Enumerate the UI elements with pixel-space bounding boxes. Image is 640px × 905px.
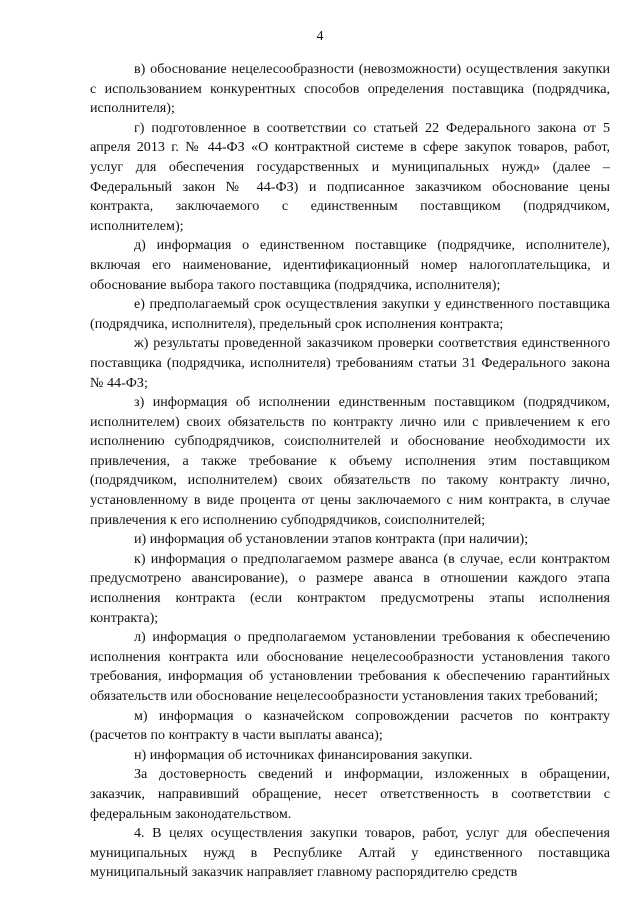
paragraph-g: г) подготовленное в соответствии со статьей 22 Федерального закона от 5 апреля 2013 г. № 44-ФЗ «О контрактной системе в сфере закупок товаров, работ, услуг для обеспечения государственных и муниципальных нужд» (далее – Федеральный закон № 44-ФЗ) и подписанное заказчиком обоснование цены контракта, заключаемого с единственным поставщиком (подрядчиком, исполнителем); (90, 119, 610, 234)
paragraph-item-4: 4. В целях осуществления закупки товаров, работ, услуг для обеспечения муниципальных нужд в Республике Алтай у единственного поставщика муниципальный заказчик направляет главному распорядителю средств (90, 825, 610, 881)
paragraph-responsibility: За достоверность сведений и информации, изложенных в обращении, заказчик, направивший обращение, несет ответственность в соответствии с федеральным законодательством. (90, 766, 610, 822)
paragraph-d: д) информация о единственном поставщике (подрядчике, исполнителе), включая его наименование, идентификационный номер налогоплательщика, и обоснование выбора такого поставщика (подрядчика, исполнителя); (90, 237, 610, 293)
paragraph-k: к) информация о предполагаемом размере аванса (в случае, если контрактом предусмотрено авансирование), о размере аванса в отношении каждого этапа исполнения контракта (если контрактом предусмотрены этапы исполнения контракта); (90, 550, 610, 626)
paragraph-l: л) информация о предполагаемом установлении требования к обеспечению исполнения контракта или обоснование нецелесообразности установления такого требования, информация об установлении требования к обеспечению гарантийных обязательств или обоснование нецелесообразности установления таких требований; (90, 629, 610, 704)
page-number: 4 (316, 29, 324, 44)
paragraph-m: м) информация о казначейском сопровождении расчетов по контракту (расчетов по контракту в части выплаты аванса); (90, 707, 610, 744)
paragraph-v: в) обоснование нецелесообразности (невозможности) осуществления закупки с использованием конкурентных способов определения поставщика (подрядчика, исполнителя); (90, 61, 610, 117)
paragraph-i: и) информация об установлении этапов контракта (при наличии); (134, 531, 529, 548)
paragraph-zh: ж) результаты проведенной заказчиком проверки соответствия единственного поставщика (подрядчика, исполнителя) требованиям статьи 31 Федерального закона № 44-ФЗ; (90, 335, 610, 391)
document-body (90, 60, 610, 883)
paragraph-z: з) информация об исполнении единственным поставщиком (подрядчиком, исполнителем) своих обязательств по контракту лично или с привлечением к его исполнению субподрядчиков, соисполнителей и обоснование необходимости их привлечения, а также требование к объему исполнения этим поставщиком (подрядчиком, исполнителем) своих обязательств по такому контракту лично, установленному в виде процента от цены заключаемого с ним контракта, в случае привлечения к его исполнению субподрядчиков, соисполнителей; (90, 394, 610, 528)
paragraph-e: е) предполагаемый срок осуществления закупки у единственного поставщика (подрядчика, исполнителя), предельный срок исполнения контракта; (90, 296, 610, 332)
paragraph-n: н) информация об источниках финансирования закупки. (134, 746, 473, 763)
